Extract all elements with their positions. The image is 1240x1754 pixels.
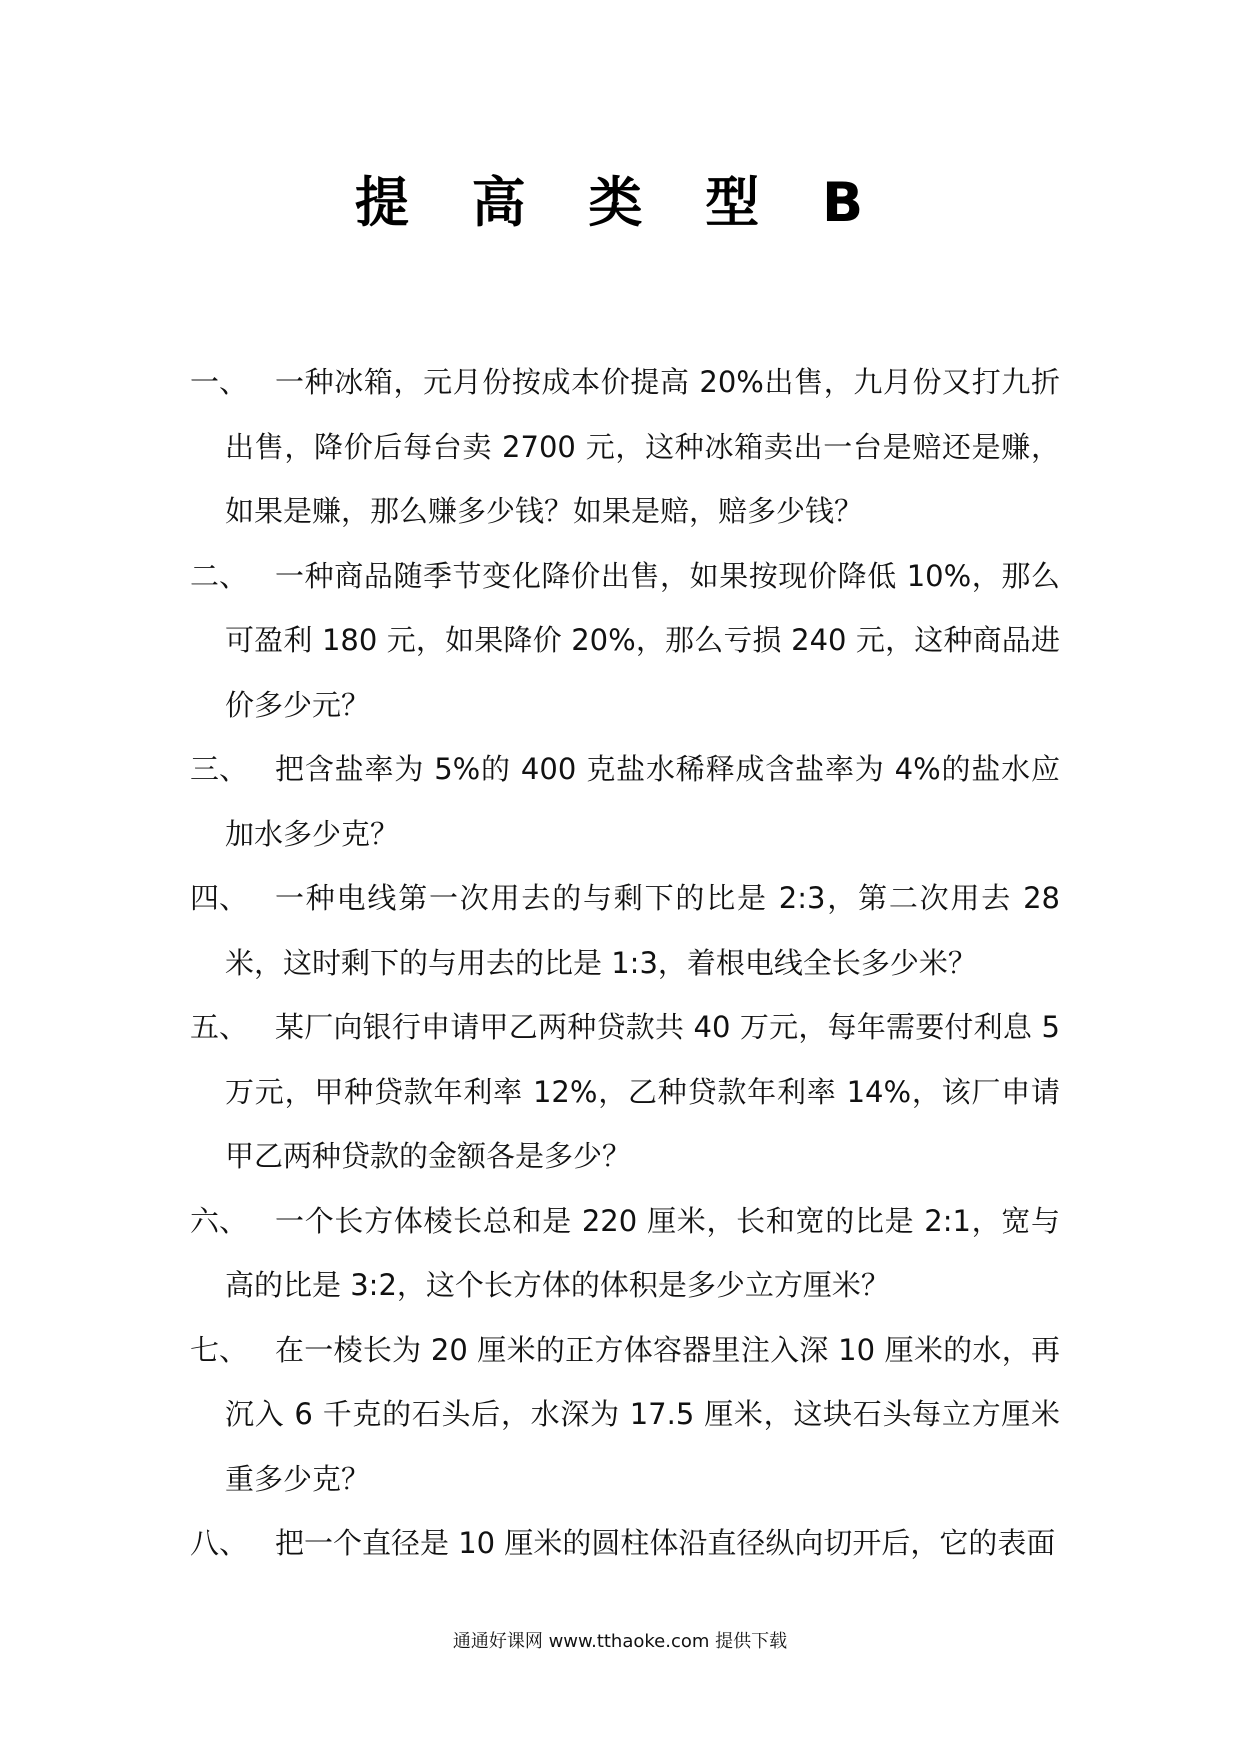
- question-number: 六、: [190, 1203, 249, 1238]
- question-text: 一种商品随季节变化降价出售，如果按现价降低 10%，那么可盈利 180 元，如果降价 20%，那么亏损 240 元，这种商品进价多少元？: [225, 558, 1060, 722]
- question-item: [190, 350, 1060, 544]
- page-footer: 通通好课网 www.tthaoke.com 提供下载: [452, 1631, 788, 1652]
- question-text: 把一个直径是 10 厘米的圆柱体沿直径纵向切开后，它的表面: [275, 1526, 1056, 1560]
- question-item: [190, 737, 1060, 866]
- question-list: [190, 350, 1060, 1576]
- question-item: [190, 866, 1060, 995]
- question-item: [190, 995, 1060, 1189]
- question-text: 把含盐率为 5%的 400 克盐水稀释成含盐率为 4%的盐水应加水多少克？: [225, 752, 1060, 851]
- question-number: 二、: [190, 558, 249, 593]
- question-text: 在一棱长为 20 厘米的正方体容器里注入深 10 厘米的水，再沉入 6 千克的石头后，水深为 17.5 厘米，这块石头每立方厘米重多少克？: [225, 1332, 1060, 1496]
- question-number: 七、: [190, 1332, 249, 1367]
- question-number: 五、: [190, 1010, 249, 1044]
- question-number: 八、: [190, 1526, 249, 1560]
- page-title: 提 高 类 型 B: [354, 171, 886, 234]
- question-text: 某厂向银行申请甲乙两种贷款共 40 万元，每年需要付利息 5 万元，甲种贷款年利率 12%，乙种贷款年利率 14%，该厂申请甲乙两种贷款的金额各是多少？: [225, 1010, 1060, 1173]
- question-number: 四、: [190, 881, 249, 915]
- question-item: [190, 544, 1060, 738]
- question-item: [190, 1318, 1060, 1512]
- question-text: 一种电线第一次用去的与剩下的比是 2:3，第二次用去 28 米，这时剩下的与用去的比是 1:3，着根电线全长多少米？: [225, 881, 1060, 980]
- question-text: 一个长方体棱长总和是 220 厘米，长和宽的比是 2:1，宽与高的比是 3:2，这个长方体的体积是多少立方厘米？: [225, 1203, 1060, 1302]
- question-text: 一种冰箱，元月份按成本价提高 20%出售，九月份又打九折出售，降价后每台卖 2700 元，这种冰箱卖出一台是赔还是赚，如果是赚，那么赚多少钱？如果是赔，赔多少钱？: [225, 365, 1060, 528]
- question-number: 三、: [190, 752, 249, 786]
- question-item: [190, 1189, 1060, 1318]
- question-item: [190, 1511, 1060, 1576]
- question-number: 一、: [190, 365, 249, 399]
